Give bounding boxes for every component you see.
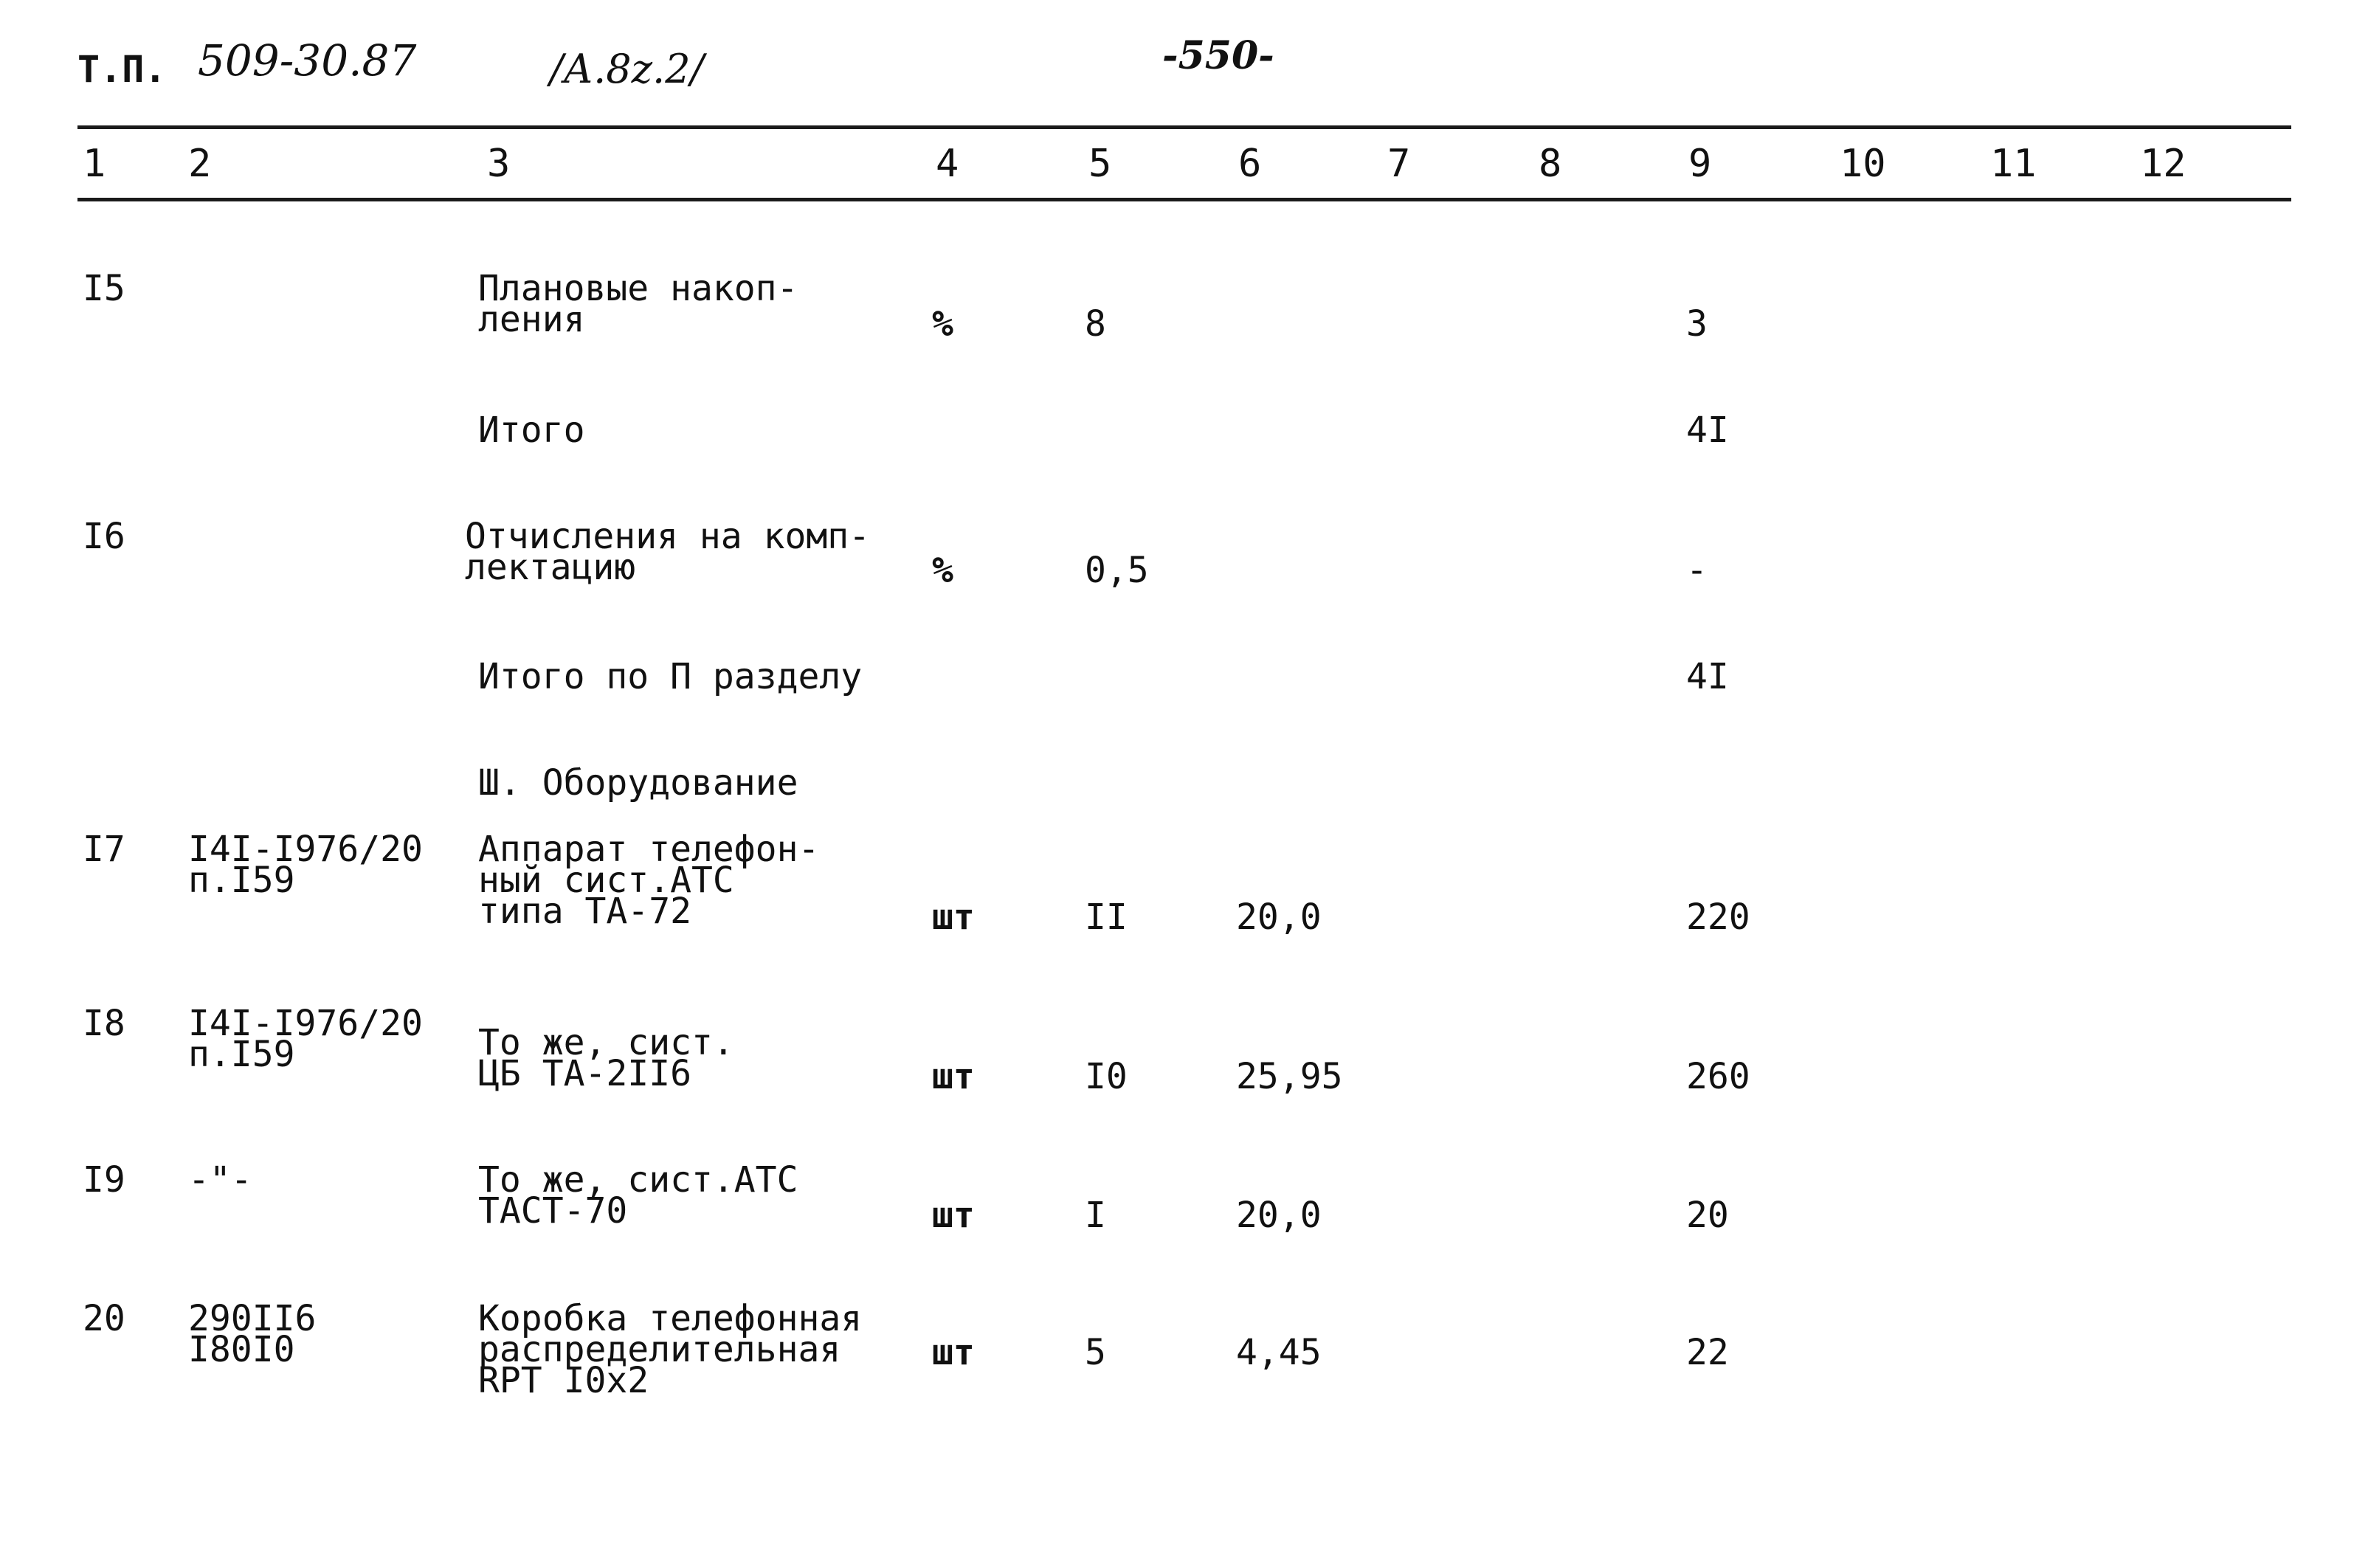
row-name: То же, сист. ЦБ ТА-2II6: [478, 1022, 734, 1094]
row-unit: шт: [932, 897, 975, 938]
row-total: 20: [1686, 1195, 1729, 1236]
row-unit: %: [932, 303, 953, 345]
table-top-rule: [77, 125, 2291, 129]
row-number: I9: [83, 1159, 125, 1201]
row-total: 260: [1686, 1056, 1750, 1097]
row-code: -"-: [188, 1159, 252, 1201]
row-quantity: I: [1085, 1195, 1106, 1236]
row-quantity: 0,5: [1085, 550, 1149, 591]
row-name: Итого по П разделу: [478, 656, 863, 697]
row-code: I4I-I976/20 п.I59: [188, 1003, 423, 1075]
column-number: 11: [1990, 142, 2037, 186]
row-price: 4,45: [1236, 1332, 1322, 1373]
row-unit: шт: [932, 1195, 975, 1236]
row-number: I6: [83, 516, 125, 557]
row-total: 4I: [1686, 656, 1729, 697]
row-total: -: [1686, 550, 1708, 591]
page-number: -550-: [1162, 33, 1274, 78]
row-unit: %: [932, 550, 953, 591]
column-number: 2: [188, 142, 212, 186]
row-total: 3: [1686, 303, 1708, 345]
column-number: 7: [1387, 142, 1411, 186]
row-quantity: II: [1085, 897, 1128, 938]
row-number: 20: [83, 1298, 125, 1339]
row-quantity: I0: [1085, 1056, 1128, 1097]
row-unit: шт: [932, 1056, 975, 1097]
row-name: Итого: [478, 410, 585, 451]
row-name: То же, сист.АТС ТАСТ-70: [478, 1159, 798, 1232]
row-total: 220: [1686, 897, 1750, 938]
row-number: I8: [83, 1003, 125, 1044]
row-price: 20,0: [1236, 1195, 1322, 1236]
row-code: I4I-I976/20 п.I59: [188, 829, 423, 901]
row-code: 290II6 I80I0: [188, 1298, 317, 1370]
row-price: 25,95: [1236, 1056, 1343, 1097]
row-unit: шт: [932, 1332, 975, 1373]
row-name: Аппарат телефон- ный сист.АТС типа ТА-72: [478, 829, 820, 932]
row-name: Плановые накоп- ления: [478, 268, 798, 340]
row-number: I5: [83, 268, 125, 309]
column-number: 1: [83, 142, 106, 186]
row-name: Коробка телефонная распределительная RPT I0x2: [478, 1298, 863, 1401]
row-total: 4I: [1686, 410, 1729, 451]
row-price: 20,0: [1236, 897, 1322, 938]
column-number: 8: [1539, 142, 1562, 186]
column-number: 12: [2140, 142, 2186, 186]
row-quantity: 5: [1085, 1332, 1106, 1373]
header-album: /А.8z.2/: [550, 46, 704, 92]
row-total: 22: [1686, 1332, 1729, 1373]
section-heading: Ш. Оборудование: [478, 762, 798, 804]
row-name: Отчисления на комп- лектацию: [465, 516, 871, 588]
row-number: I7: [83, 829, 125, 870]
table-header-rule: [77, 198, 2291, 201]
column-number: 5: [1088, 142, 1112, 186]
row-quantity: 8: [1085, 303, 1106, 345]
column-number: 3: [487, 142, 511, 186]
column-number: 10: [1840, 142, 1886, 186]
header-prefix: Т.П.: [77, 48, 167, 91]
header-doc-number: 509-30.87: [198, 35, 417, 86]
column-number: 9: [1688, 142, 1712, 186]
column-number: 6: [1238, 142, 1262, 186]
column-number: 4: [936, 142, 959, 186]
